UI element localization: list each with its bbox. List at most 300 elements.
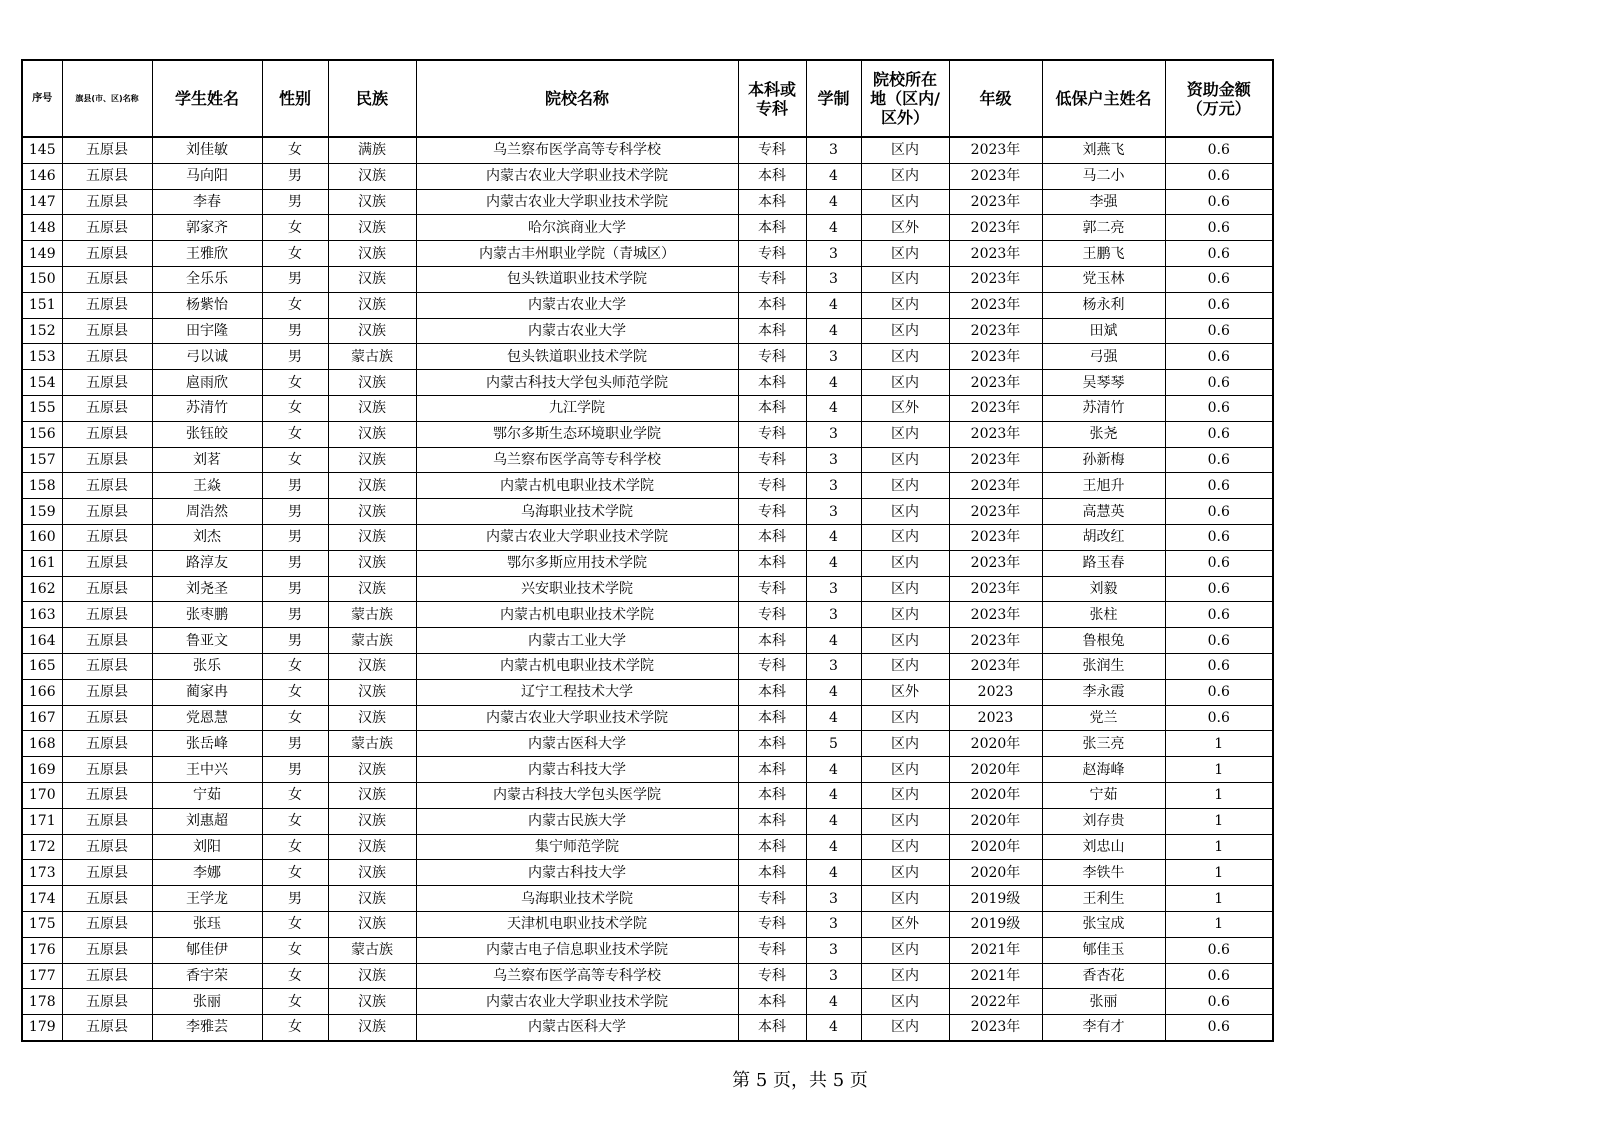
- cell-guardian: 苏清竹: [1042, 395, 1165, 421]
- cell-county: 五原县: [62, 395, 152, 421]
- cell-gender: 女: [262, 137, 328, 163]
- cell-student-name: 郇佳伊: [152, 937, 262, 963]
- cell-seq: 147: [22, 189, 62, 215]
- cell-guardian: 李铁牛: [1042, 860, 1165, 886]
- cell-seq: 154: [22, 370, 62, 396]
- cell-student-name: 苏清竹: [152, 395, 262, 421]
- table-row: [22, 241, 1273, 267]
- cell-level: 本科: [738, 705, 806, 731]
- cell-school: 天津机电职业技术学院: [416, 911, 738, 937]
- cell-grade: 2023年: [949, 344, 1042, 370]
- cell-level: 专科: [738, 576, 806, 602]
- cell-level: 本科: [738, 550, 806, 576]
- cell-level: 专科: [738, 886, 806, 912]
- cell-gender: 男: [262, 602, 328, 628]
- cell-location: 区内: [861, 550, 949, 576]
- table-row: [22, 782, 1273, 808]
- header-gender: 性别: [262, 60, 328, 137]
- table-row: [22, 911, 1273, 937]
- cell-years: 4: [806, 318, 861, 344]
- cell-amount: 1: [1165, 808, 1273, 834]
- cell-amount: 1: [1165, 731, 1273, 757]
- cell-grade: 2020年: [949, 808, 1042, 834]
- cell-county: 五原县: [62, 550, 152, 576]
- cell-school: 内蒙古农业大学: [416, 318, 738, 344]
- cell-ethnicity: 汉族: [328, 808, 416, 834]
- cell-amount: 0.6: [1165, 602, 1273, 628]
- cell-student-name: 王学龙: [152, 886, 262, 912]
- cell-guardian: 孙新梅: [1042, 447, 1165, 473]
- table-row: [22, 989, 1273, 1015]
- cell-school: 内蒙古电子信息职业技术学院: [416, 937, 738, 963]
- cell-guardian: 郇佳玉: [1042, 937, 1165, 963]
- cell-county: 五原县: [62, 963, 152, 989]
- table-row: [22, 499, 1273, 525]
- cell-grade: 2023年: [949, 318, 1042, 344]
- cell-county: 五原县: [62, 447, 152, 473]
- cell-ethnicity: 汉族: [328, 189, 416, 215]
- cell-gender: 男: [262, 886, 328, 912]
- cell-level: 本科: [738, 834, 806, 860]
- cell-gender: 男: [262, 524, 328, 550]
- cell-student-name: 鲁亚文: [152, 628, 262, 654]
- cell-level: 专科: [738, 473, 806, 499]
- cell-ethnicity: 汉族: [328, 266, 416, 292]
- cell-amount: 0.6: [1165, 421, 1273, 447]
- cell-grade: 2020年: [949, 860, 1042, 886]
- cell-gender: 女: [262, 911, 328, 937]
- cell-gender: 女: [262, 447, 328, 473]
- cell-county: 五原县: [62, 602, 152, 628]
- cell-seq: 163: [22, 602, 62, 628]
- cell-seq: 177: [22, 963, 62, 989]
- cell-guardian: 张尧: [1042, 421, 1165, 447]
- cell-gender: 女: [262, 834, 328, 860]
- cell-level: 专科: [738, 137, 806, 163]
- cell-county: 五原县: [62, 292, 152, 318]
- table-row: [22, 731, 1273, 757]
- cell-school: 内蒙古医科大学: [416, 1015, 738, 1041]
- cell-amount: 0.6: [1165, 576, 1273, 602]
- cell-gender: 女: [262, 937, 328, 963]
- cell-amount: 0.6: [1165, 137, 1273, 163]
- cell-guardian: 刘燕飞: [1042, 137, 1165, 163]
- cell-gender: 女: [262, 963, 328, 989]
- cell-seq: 150: [22, 266, 62, 292]
- page-footer: 第 5 页，共 5 页: [732, 1070, 868, 1091]
- cell-ethnicity: 汉族: [328, 550, 416, 576]
- cell-grade: 2023: [949, 705, 1042, 731]
- cell-county: 五原县: [62, 782, 152, 808]
- table-body: [22, 137, 1273, 1041]
- cell-years: 3: [806, 499, 861, 525]
- table-row: [22, 421, 1273, 447]
- cell-ethnicity: 汉族: [328, 963, 416, 989]
- cell-level: 专科: [738, 937, 806, 963]
- cell-amount: 0.6: [1165, 395, 1273, 421]
- cell-grade: 2023年: [949, 370, 1042, 396]
- cell-guardian: 马二小: [1042, 163, 1165, 189]
- cell-gender: 女: [262, 292, 328, 318]
- cell-gender: 女: [262, 989, 328, 1015]
- cell-seq: 145: [22, 137, 62, 163]
- header-school: 院校名称: [416, 60, 738, 137]
- cell-seq: 168: [22, 731, 62, 757]
- cell-location: 区内: [861, 1015, 949, 1041]
- cell-location: 区外: [861, 395, 949, 421]
- cell-location: 区内: [861, 163, 949, 189]
- cell-gender: 男: [262, 499, 328, 525]
- header-guardian: 低保户主姓名: [1042, 60, 1165, 137]
- cell-county: 五原县: [62, 370, 152, 396]
- cell-level: 专科: [738, 499, 806, 525]
- cell-county: 五原县: [62, 344, 152, 370]
- cell-ethnicity: 蒙古族: [328, 937, 416, 963]
- cell-years: 3: [806, 137, 861, 163]
- cell-level: 本科: [738, 215, 806, 241]
- cell-amount: 0.6: [1165, 344, 1273, 370]
- cell-gender: 男: [262, 318, 328, 344]
- cell-amount: 0.6: [1165, 679, 1273, 705]
- cell-guardian: 赵海峰: [1042, 757, 1165, 783]
- cell-amount: 0.6: [1165, 653, 1273, 679]
- cell-amount: 1: [1165, 886, 1273, 912]
- cell-student-name: 杨紫怡: [152, 292, 262, 318]
- cell-grade: 2023年: [949, 292, 1042, 318]
- cell-grade: 2023年: [949, 628, 1042, 654]
- cell-guardian: 张润生: [1042, 653, 1165, 679]
- cell-level: 本科: [738, 989, 806, 1015]
- cell-level: 专科: [738, 963, 806, 989]
- cell-seq: 156: [22, 421, 62, 447]
- cell-grade: 2023年: [949, 447, 1042, 473]
- cell-amount: 0.6: [1165, 550, 1273, 576]
- cell-location: 区内: [861, 628, 949, 654]
- cell-years: 3: [806, 576, 861, 602]
- cell-guardian: 吴琴琴: [1042, 370, 1165, 396]
- cell-student-name: 李春: [152, 189, 262, 215]
- cell-location: 区内: [861, 989, 949, 1015]
- table-row: [22, 473, 1273, 499]
- cell-gender: 女: [262, 241, 328, 267]
- cell-years: 4: [806, 834, 861, 860]
- cell-ethnicity: 蒙古族: [328, 628, 416, 654]
- cell-seq: 148: [22, 215, 62, 241]
- cell-student-name: 张岳峰: [152, 731, 262, 757]
- cell-grade: 2023年: [949, 163, 1042, 189]
- cell-guardian: 党兰: [1042, 705, 1165, 731]
- cell-guardian: 王利生: [1042, 886, 1165, 912]
- cell-school: 内蒙古农业大学职业技术学院: [416, 705, 738, 731]
- cell-county: 五原县: [62, 215, 152, 241]
- cell-county: 五原县: [62, 499, 152, 525]
- table-row: [22, 937, 1273, 963]
- cell-amount: 0.6: [1165, 705, 1273, 731]
- cell-county: 五原县: [62, 937, 152, 963]
- cell-years: 3: [806, 344, 861, 370]
- cell-years: 4: [806, 215, 861, 241]
- table-row: [22, 705, 1273, 731]
- cell-location: 区内: [861, 731, 949, 757]
- cell-amount: 0.6: [1165, 989, 1273, 1015]
- header-location: 院校所在地（区内/区外）: [861, 60, 949, 137]
- cell-gender: 男: [262, 628, 328, 654]
- cell-ethnicity: 满族: [328, 137, 416, 163]
- table-row: [22, 653, 1273, 679]
- cell-ethnicity: 汉族: [328, 705, 416, 731]
- cell-county: 五原县: [62, 653, 152, 679]
- cell-gender: 男: [262, 757, 328, 783]
- cell-school: 内蒙古农业大学: [416, 292, 738, 318]
- cell-location: 区内: [861, 808, 949, 834]
- cell-amount: 0.6: [1165, 266, 1273, 292]
- cell-seq: 178: [22, 989, 62, 1015]
- cell-ethnicity: 汉族: [328, 860, 416, 886]
- cell-location: 区内: [861, 576, 949, 602]
- cell-grade: 2023年: [949, 215, 1042, 241]
- table-row: [22, 860, 1273, 886]
- cell-seq: 149: [22, 241, 62, 267]
- cell-years: 4: [806, 370, 861, 396]
- cell-county: 五原县: [62, 189, 152, 215]
- cell-ethnicity: 汉族: [328, 499, 416, 525]
- cell-grade: 2023: [949, 679, 1042, 705]
- cell-ethnicity: 汉族: [328, 653, 416, 679]
- cell-guardian: 刘存贵: [1042, 808, 1165, 834]
- cell-student-name: 李娜: [152, 860, 262, 886]
- cell-school: 内蒙古农业大学职业技术学院: [416, 189, 738, 215]
- cell-amount: 0.6: [1165, 937, 1273, 963]
- cell-school: 内蒙古科技大学包头医学院: [416, 782, 738, 808]
- cell-level: 本科: [738, 1015, 806, 1041]
- cell-county: 五原县: [62, 860, 152, 886]
- cell-county: 五原县: [62, 576, 152, 602]
- cell-county: 五原县: [62, 628, 152, 654]
- table-row: [22, 963, 1273, 989]
- cell-years: 4: [806, 757, 861, 783]
- cell-years: 4: [806, 1015, 861, 1041]
- cell-years: 4: [806, 189, 861, 215]
- cell-guardian: 张柱: [1042, 602, 1165, 628]
- cell-student-name: 李雅芸: [152, 1015, 262, 1041]
- cell-amount: 0.6: [1165, 628, 1273, 654]
- cell-years: 4: [806, 808, 861, 834]
- cell-ethnicity: 汉族: [328, 292, 416, 318]
- table-row: [22, 215, 1273, 241]
- cell-level: 专科: [738, 653, 806, 679]
- cell-student-name: 宁茹: [152, 782, 262, 808]
- cell-location: 区内: [861, 653, 949, 679]
- cell-ethnicity: 汉族: [328, 395, 416, 421]
- cell-county: 五原县: [62, 473, 152, 499]
- cell-seq: 155: [22, 395, 62, 421]
- cell-years: 3: [806, 653, 861, 679]
- cell-seq: 173: [22, 860, 62, 886]
- table-row: [22, 395, 1273, 421]
- cell-location: 区内: [861, 421, 949, 447]
- cell-student-name: 刘茗: [152, 447, 262, 473]
- cell-seq: 167: [22, 705, 62, 731]
- cell-grade: 2023年: [949, 137, 1042, 163]
- cell-grade: 2020年: [949, 757, 1042, 783]
- cell-years: 3: [806, 473, 861, 499]
- cell-county: 五原县: [62, 421, 152, 447]
- cell-seq: 161: [22, 550, 62, 576]
- cell-guardian: 李强: [1042, 189, 1165, 215]
- cell-seq: 158: [22, 473, 62, 499]
- cell-level: 专科: [738, 344, 806, 370]
- cell-location: 区内: [861, 370, 949, 396]
- cell-amount: 1: [1165, 911, 1273, 937]
- cell-location: 区内: [861, 757, 949, 783]
- cell-seq: 170: [22, 782, 62, 808]
- cell-amount: 1: [1165, 860, 1273, 886]
- cell-ethnicity: 汉族: [328, 447, 416, 473]
- cell-level: 本科: [738, 808, 806, 834]
- cell-years: 3: [806, 963, 861, 989]
- cell-grade: 2020年: [949, 731, 1042, 757]
- header-row: [22, 60, 1273, 137]
- cell-student-name: 张珏: [152, 911, 262, 937]
- cell-amount: 0.6: [1165, 189, 1273, 215]
- cell-ethnicity: 汉族: [328, 1015, 416, 1041]
- cell-level: 本科: [738, 757, 806, 783]
- cell-grade: 2023年: [949, 473, 1042, 499]
- cell-gender: 女: [262, 808, 328, 834]
- cell-school: 九江学院: [416, 395, 738, 421]
- cell-level: 专科: [738, 266, 806, 292]
- cell-guardian: 张丽: [1042, 989, 1165, 1015]
- cell-student-name: 王中兴: [152, 757, 262, 783]
- cell-level: 本科: [738, 318, 806, 344]
- cell-county: 五原县: [62, 163, 152, 189]
- cell-grade: 2023年: [949, 189, 1042, 215]
- cell-county: 五原县: [62, 679, 152, 705]
- table-row: [22, 266, 1273, 292]
- cell-school: 内蒙古机电职业技术学院: [416, 473, 738, 499]
- table-row: [22, 318, 1273, 344]
- cell-school: 内蒙古科技大学: [416, 860, 738, 886]
- cell-school: 内蒙古民族大学: [416, 808, 738, 834]
- cell-guardian: 田斌: [1042, 318, 1165, 344]
- cell-student-name: 蔺家冉: [152, 679, 262, 705]
- cell-years: 4: [806, 163, 861, 189]
- cell-seq: 176: [22, 937, 62, 963]
- cell-grade: 2019级: [949, 911, 1042, 937]
- cell-location: 区外: [861, 215, 949, 241]
- cell-guardian: 高慧英: [1042, 499, 1165, 525]
- cell-guardian: 路玉春: [1042, 550, 1165, 576]
- cell-amount: 1: [1165, 834, 1273, 860]
- cell-ethnicity: 蒙古族: [328, 731, 416, 757]
- cell-years: 3: [806, 241, 861, 267]
- cell-gender: 男: [262, 576, 328, 602]
- cell-level: 专科: [738, 241, 806, 267]
- cell-school: 乌兰察布医学高等专科学校: [416, 963, 738, 989]
- table-row: [22, 189, 1273, 215]
- cell-grade: 2023年: [949, 266, 1042, 292]
- cell-location: 区内: [861, 782, 949, 808]
- table-row: [22, 808, 1273, 834]
- cell-school: 哈尔滨商业大学: [416, 215, 738, 241]
- cell-gender: 男: [262, 731, 328, 757]
- cell-county: 五原县: [62, 834, 152, 860]
- cell-amount: 0.6: [1165, 370, 1273, 396]
- cell-gender: 男: [262, 473, 328, 499]
- cell-amount: 0.6: [1165, 1015, 1273, 1041]
- cell-school: 辽宁工程技术大学: [416, 679, 738, 705]
- cell-location: 区内: [861, 963, 949, 989]
- table-row: [22, 628, 1273, 654]
- cell-amount: 0.6: [1165, 318, 1273, 344]
- header-years: 学制: [806, 60, 861, 137]
- cell-seq: 162: [22, 576, 62, 602]
- cell-amount: 0.6: [1165, 963, 1273, 989]
- cell-gender: 女: [262, 395, 328, 421]
- cell-level: 本科: [738, 292, 806, 318]
- cell-location: 区内: [861, 447, 949, 473]
- cell-level: 本科: [738, 370, 806, 396]
- cell-amount: 0.6: [1165, 163, 1273, 189]
- cell-location: 区外: [861, 679, 949, 705]
- cell-seq: 159: [22, 499, 62, 525]
- cell-location: 区内: [861, 705, 949, 731]
- cell-amount: 0.6: [1165, 292, 1273, 318]
- cell-ethnicity: 汉族: [328, 911, 416, 937]
- cell-school: 内蒙古丰州职业学院（青城区）: [416, 241, 738, 267]
- cell-level: 本科: [738, 395, 806, 421]
- cell-guardian: 鲁根兔: [1042, 628, 1165, 654]
- cell-county: 五原县: [62, 808, 152, 834]
- cell-ethnicity: 汉族: [328, 679, 416, 705]
- cell-guardian: 王鹏飞: [1042, 241, 1165, 267]
- cell-location: 区内: [861, 886, 949, 912]
- cell-gender: 女: [262, 782, 328, 808]
- cell-seq: 172: [22, 834, 62, 860]
- table-row: [22, 576, 1273, 602]
- cell-guardian: 香杏花: [1042, 963, 1165, 989]
- cell-school: 包头铁道职业技术学院: [416, 344, 738, 370]
- cell-level: 本科: [738, 860, 806, 886]
- cell-grade: 2021年: [949, 963, 1042, 989]
- table-row: [22, 1015, 1273, 1041]
- cell-student-name: 张丽: [152, 989, 262, 1015]
- cell-grade: 2023年: [949, 550, 1042, 576]
- cell-grade: 2021年: [949, 937, 1042, 963]
- cell-student-name: 刘阳: [152, 834, 262, 860]
- cell-location: 区内: [861, 344, 949, 370]
- cell-guardian: 李永霞: [1042, 679, 1165, 705]
- cell-guardian: 刘毅: [1042, 576, 1165, 602]
- table-row: [22, 137, 1273, 163]
- cell-seq: 151: [22, 292, 62, 318]
- cell-ethnicity: 汉族: [328, 576, 416, 602]
- cell-ethnicity: 汉族: [328, 163, 416, 189]
- cell-ethnicity: 汉族: [328, 370, 416, 396]
- cell-guardian: 宁茹: [1042, 782, 1165, 808]
- cell-location: 区内: [861, 266, 949, 292]
- cell-level: 专科: [738, 447, 806, 473]
- cell-school: 乌兰察布医学高等专科学校: [416, 137, 738, 163]
- cell-years: 4: [806, 550, 861, 576]
- cell-ethnicity: 汉族: [328, 421, 416, 447]
- cell-gender: 女: [262, 1015, 328, 1041]
- cell-guardian: 张宝成: [1042, 911, 1165, 937]
- cell-amount: 0.6: [1165, 447, 1273, 473]
- cell-student-name: 张乐: [152, 653, 262, 679]
- cell-school: 鄂尔多斯应用技术学院: [416, 550, 738, 576]
- table-row: [22, 524, 1273, 550]
